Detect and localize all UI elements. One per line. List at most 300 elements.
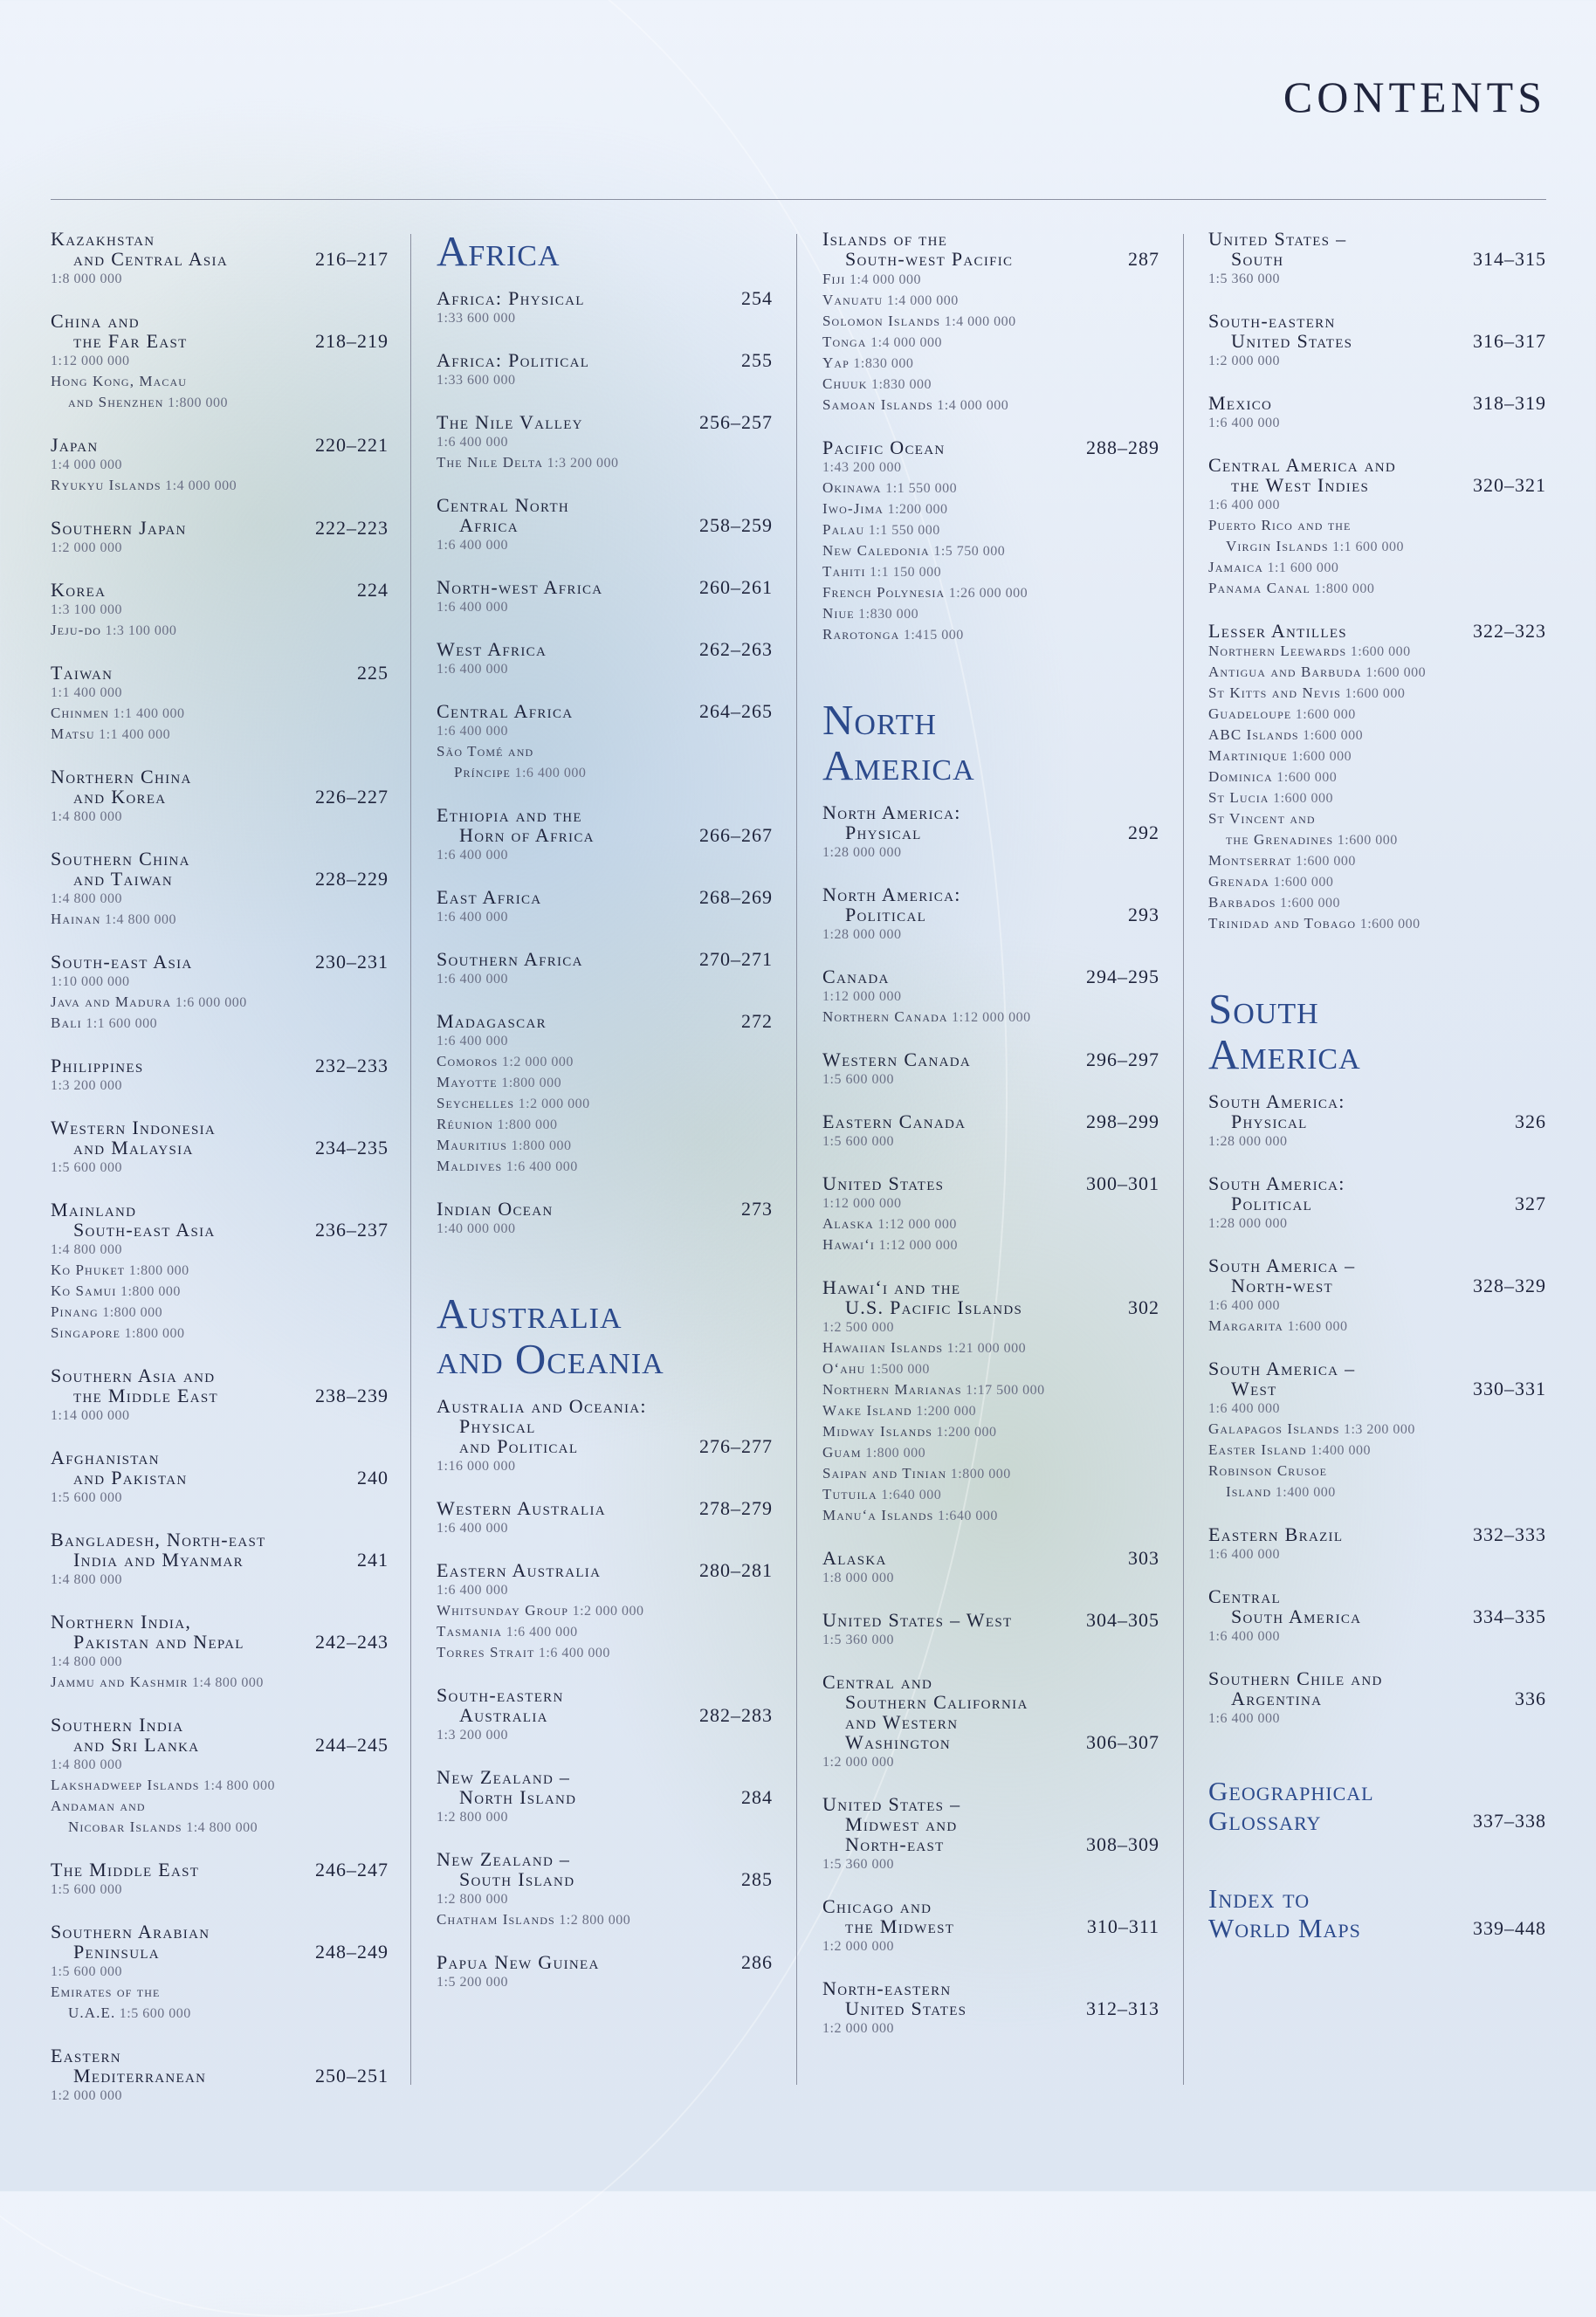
map-title-line: Hawai‘i and the [822,1276,961,1298]
inset-name: São Tomé and [437,743,534,760]
page-number: 270–271 [699,948,773,970]
inset-name: Chuuk [822,375,868,392]
contents-entry [437,577,773,617]
inset-name: Mayotte [437,1074,498,1090]
map-scale: 1:4 800 000 [51,1242,122,1257]
map-scale: 1:415 000 [903,628,964,643]
map-scale: 1:6 400 000 [437,1521,508,1536]
inset-line [1208,641,1546,662]
region-heading [1208,987,1546,1077]
map-scale: 1:16 000 000 [437,1459,516,1474]
map-scale: 1:1 400 000 [113,706,185,721]
map-title-line: United States [845,1997,967,2019]
map-title-line: South-eastern [1208,310,1336,332]
inset-line [822,1936,1159,1956]
inset-name: Montserrat [1208,852,1292,869]
map-title-line: Central and [822,1671,933,1693]
inset-line [822,1234,1159,1255]
map-scale: 1:4 800 000 [51,891,122,906]
contents-entry [822,1794,1159,1874]
map-scale: 1:1 550 000 [868,523,940,538]
map-scale: 1:830 000 [858,607,919,622]
page-number: 260–261 [699,576,773,598]
inset-line [437,1642,773,1663]
section-title-line: World Maps [1208,1913,1361,1943]
inset-name: Samoan Islands [822,396,933,413]
contents-entry [437,1011,773,1177]
inset-line [437,1072,773,1093]
inset-line [437,432,773,452]
inset-line [822,395,1159,416]
region-heading-line: and Oceania [437,1335,664,1383]
map-scale: 1:5 200 000 [437,1975,508,1990]
map-title-line: China and [51,310,140,332]
map-title-line: Chicago and [822,1895,932,1917]
inset-line [822,842,1159,863]
contents-entry [1208,229,1546,289]
inset-line [51,1013,389,1034]
map-scale: 1:3 200 000 [547,456,619,471]
map-scale: 1:4 800 000 [51,1572,122,1587]
contents-entry [822,437,1159,645]
map-title-line: Taiwan [51,662,114,684]
page-number: 244–245 [315,1734,389,1756]
map-title-line: Horn of Africa [459,824,595,846]
map-scale: 1:33 600 000 [437,311,516,326]
map-scale: 1:600 000 [1366,665,1427,680]
page-number: 234–235 [315,1137,389,1158]
map-title-line: and Pakistan [73,1467,188,1489]
map-scale: 1:6 400 000 [437,538,508,553]
contents-entry [1208,1884,1546,1943]
page-number: 287 [1128,248,1159,270]
map-scale: 1:600 000 [1295,854,1356,869]
inset-line [1208,1626,1546,1647]
map-scale: 1:800 000 [950,1467,1011,1482]
map-title-line: Southern Chile and [1208,1667,1383,1689]
map-title-line: and Malaysia [73,1137,194,1158]
inset-line [437,845,773,865]
page-number: 316–317 [1473,330,1546,352]
map-scale: 1:40 000 000 [437,1221,516,1236]
inset-line [51,2086,389,2106]
map-title-line: Ethiopia and the [437,804,582,826]
map-scale: 1:6 400 000 [1208,498,1280,512]
inset-line [822,457,1159,478]
map-title-line: Africa: Physical [437,287,585,309]
inset-line [822,540,1159,561]
page-number: 306–307 [1086,1731,1159,1753]
map-title-line: United States – West [822,1609,1013,1631]
map-title-line: North America: [822,883,961,905]
contents-entry [822,966,1159,1028]
page-number: 334–335 [1473,1605,1546,1627]
inset-name: Saipan and Tinian [822,1465,947,1482]
inset-name: Galapagos Islands [1208,1420,1340,1437]
page-number: 330–331 [1473,1378,1546,1399]
map-scale: 1:1 400 000 [51,685,122,700]
contents-entry [1208,1091,1546,1152]
inset-line [437,1518,773,1538]
inset-line [51,1982,389,2003]
map-scale: 1:2 000 000 [572,1604,644,1619]
page-number: 332–333 [1473,1523,1546,1545]
inset-name: Matsu [51,725,95,742]
map-title-line: and Central Asia [73,248,228,270]
inset-line [822,374,1159,395]
map-scale: 1:6 400 000 [437,1034,508,1048]
inset-line [437,1135,773,1156]
inset-line [1208,850,1546,871]
inset-line [1208,892,1546,913]
inset-line [51,600,389,620]
contents-entry [437,1396,773,1476]
map-scale: 1:600 000 [1291,749,1352,764]
inset-line [822,269,1159,290]
inset-name: Jamaica [1208,559,1263,575]
page-number: 238–239 [315,1385,389,1406]
map-scale: 1:6 400 000 [437,662,508,677]
inset-name: Martinique [1208,747,1288,764]
region-heading-line: America [1208,1030,1361,1078]
contents-entry [437,639,773,679]
map-title-line: South America: [1208,1172,1345,1194]
inset-name: St Lucia [1208,789,1269,806]
page-number: 264–265 [699,700,773,722]
page-number: 339–448 [1473,1917,1546,1939]
map-scale: 1:4 000 000 [944,314,1016,329]
page-number: 286 [741,1951,773,1973]
contents-entry [822,1277,1159,1526]
map-scale: 1:500 000 [869,1362,930,1377]
inset-line [51,807,389,827]
page-number: 225 [357,662,389,684]
map-scale: 1:400 000 [1275,1485,1336,1500]
page-number: 222–223 [315,517,389,539]
inset-line [1208,1214,1546,1234]
map-scale: 1:6 400 000 [437,848,508,863]
map-title-line: Africa [459,514,519,536]
inset-line [822,1337,1159,1358]
map-scale: 1:800 000 [865,1446,926,1461]
contents-entry [1208,1255,1546,1337]
contents-entry [437,701,773,783]
map-title-line: South [1231,248,1284,270]
map-scale: 1:1 400 000 [99,727,171,742]
map-title-line: Northern India, [51,1611,192,1633]
inset-line [437,659,773,679]
header-rule [51,199,1546,200]
inset-name: Dominica [1208,768,1273,785]
map-title-line: the Middle East [73,1385,218,1406]
page-title: CONTENTS [1283,72,1546,121]
inset-line [1208,1419,1546,1440]
inset-name: Okinawa [822,479,882,496]
inset-line [822,1400,1159,1421]
inset-name: New Caledonia [822,542,930,559]
inset-line [1208,1461,1546,1482]
inset-line [51,1962,389,1982]
contents-entry [437,1560,773,1663]
inset-line [51,269,389,289]
inset-line [437,535,773,555]
inset-line [437,1909,773,1930]
inset-line [51,1755,389,1775]
map-title-line: Islands of the [822,228,948,250]
inset-line [822,925,1159,945]
inset-line [822,1193,1159,1214]
map-scale: 1:2 000 000 [51,2088,122,2103]
map-scale: 1:6 400 000 [506,1159,578,1174]
map-title-line: Afghanistan [51,1447,160,1468]
inset-line [1208,683,1546,704]
page-number: 230–231 [315,951,389,973]
map-title-line: Australia [459,1704,548,1726]
inset-line [51,392,389,413]
inset-name: Hong Kong, Macau [51,373,188,389]
contents-entry [51,435,389,496]
map-scale: 1:200 000 [887,502,948,517]
inset-name: Lakshadweep Islands [51,1777,200,1793]
map-scale: 1:12 000 000 [877,1217,957,1232]
map-scale: 1:800 000 [511,1138,572,1153]
map-title-line: Southern Africa [437,948,583,970]
page-number: 300–301 [1086,1172,1159,1194]
region-heading [822,698,1159,788]
map-title-line: Southern Japan [51,517,187,539]
inset-line [437,597,773,617]
inset-name: Grenada [1208,873,1269,890]
contents-entry [437,288,773,328]
inset-line [1208,704,1546,725]
contents-entry [437,412,773,473]
inset-line [1208,1316,1546,1337]
inset-line [51,475,389,496]
inset-name: Robinson Crusoe [1208,1462,1328,1479]
inset-line [437,308,773,328]
inset-name: Palau [822,521,865,538]
contents-entry [51,1922,389,2024]
inset-line [1208,536,1546,557]
contents-entry [1208,1358,1546,1502]
map-scale: 1:600 000 [1359,917,1421,932]
inset-name: Tonga [822,333,867,350]
inset-name: Margarita [1208,1317,1284,1334]
map-scale: 1:600 000 [1345,686,1406,701]
page-number: 314–315 [1473,248,1546,270]
inset-line [51,972,389,992]
map-scale: 1:3 200 000 [1343,1422,1415,1437]
inset-line [822,519,1159,540]
map-title-line: Southern California [845,1691,1028,1713]
map-scale: 1:12 000 000 [51,354,130,368]
map-scale: 1:600 000 [1303,728,1364,743]
region-heading-line: Africa [437,227,561,275]
inset-line [51,2003,389,2024]
map-title-line: Political [1231,1193,1313,1214]
map-scale: 1:4 800 000 [191,1675,264,1690]
map-title-line: Bangladesh, North-east [51,1529,266,1550]
map-scale: 1:4 800 000 [51,1654,122,1669]
map-scale: 1:5 600 000 [51,1160,122,1175]
contents-entry [51,580,389,641]
map-title-line: Western Canada [822,1048,971,1070]
page-number: 254 [741,287,773,309]
column-divider [1183,234,1184,2085]
page-number: 280–281 [699,1559,773,1581]
inset-line [437,1725,773,1745]
inset-name: French Polynesia [822,584,946,601]
map-scale: 1:28 000 000 [1208,1216,1288,1231]
page-number: 258–259 [699,514,773,536]
map-title-line: North-west Africa [437,576,603,598]
contents-entry [437,1952,773,1992]
map-title-line: Eastern Brazil [1208,1523,1344,1545]
map-scale: 1:5 600 000 [119,2006,191,2021]
contents-entry [437,887,773,927]
map-scale: 1:6 000 000 [175,995,247,1010]
inset-name: Yap [822,354,850,371]
contents-entry [822,1173,1159,1255]
map-scale: 1:2 000 000 [518,1097,590,1111]
map-title-line: Central Africa [437,700,574,722]
contents-entry [437,495,773,555]
column-divider [410,234,411,2085]
page-number: 304–305 [1086,1609,1159,1631]
inset-line [822,1214,1159,1234]
inset-line [51,683,389,703]
inset-line [437,1219,773,1239]
map-scale: 1:6 400 000 [514,766,587,780]
inset-name: Singapore [51,1324,121,1341]
map-title-line: South Island [459,1868,575,1890]
contents-entry [822,1896,1159,1956]
map-scale: 1:12 000 000 [878,1238,958,1253]
inset-line [51,1652,389,1672]
contents-entry [51,1117,389,1178]
map-title-line: Southern Arabian [51,1921,210,1942]
inset-line [1208,808,1546,829]
map-title-line: Papua New Guinea [437,1951,600,1973]
map-scale: 1:4 800 000 [105,912,176,927]
map-title-line: Physical [1231,1110,1308,1132]
map-scale: 1:4 000 000 [937,398,1009,413]
inset-name: Rarotonga [822,626,900,643]
map-title-line: Central America and [1208,454,1397,476]
map-title-line: New Zealand – [437,1848,571,1870]
inset-name: St Kitts and Nevis [1208,684,1341,701]
inset-name: Réunion [437,1116,494,1132]
inset-name: Ryukyu Islands [51,477,162,493]
inset-line [51,455,389,475]
inset-line [51,1880,389,1900]
inset-line [51,1570,389,1590]
inset-name: Ko Phuket [51,1262,126,1278]
inset-line [822,478,1159,498]
map-title-line: West Africa [437,638,547,660]
contents-entry [1208,621,1546,934]
inset-line [1208,1709,1546,1729]
inset-line [822,1421,1159,1442]
contents-entry [437,949,773,989]
map-scale: 1:6 400 000 [538,1646,610,1660]
section-title-line: Glossary [1208,1805,1322,1836]
inset-name: Maldives [437,1158,503,1174]
inset-name: Panama Canal [1208,580,1311,596]
inset-line [822,1505,1159,1526]
inset-line [822,1854,1159,1874]
page-number: 224 [357,579,389,601]
page-number: 220–221 [315,434,389,456]
map-scale: 1:6 400 000 [1208,1401,1280,1416]
map-title-line: Korea [51,579,107,601]
inset-line [437,1600,773,1621]
map-scale: 1:800 000 [497,1117,558,1132]
contents-entry [51,952,389,1034]
inset-line [437,721,773,741]
map-title-line: Physical [845,822,922,843]
map-scale: 1:2 500 000 [822,1320,894,1335]
inset-line [437,1114,773,1135]
map-scale: 1:6 400 000 [506,1625,578,1640]
contents-entry [437,1767,773,1827]
inset-name: Trinidad and Tobago [1208,915,1357,932]
inset-name: Vanuatu [822,292,884,308]
inset-line [437,1621,773,1642]
map-scale: 1:2 000 000 [1208,354,1280,368]
inset-line [822,1317,1159,1337]
page-number: 285 [741,1868,773,1890]
map-title-line: North-west [1231,1275,1333,1296]
inset-line [437,762,773,783]
map-scale: 1:5 600 000 [51,1882,122,1897]
inset-line [51,1796,389,1817]
map-scale: 1:2 800 000 [559,1913,631,1928]
contents-entry [51,2045,389,2106]
inset-line [822,987,1159,1007]
map-scale: 1:5 360 000 [822,1633,894,1647]
contents-entry [822,1610,1159,1650]
map-title-line: Kazakhstan [51,228,155,250]
inset-name: Manu‘a Islands [822,1507,934,1523]
inset-name: St Vincent and [1208,810,1316,827]
inset-line [822,1007,1159,1028]
inset-line [1208,829,1546,850]
map-scale: 1:3 200 000 [437,1728,508,1743]
map-title-line: Central [1208,1585,1281,1607]
map-scale: 1:5 600 000 [822,1072,894,1087]
map-title-line: India and Myanmar [73,1549,244,1571]
inset-name: Jammu and Kashmir [51,1674,189,1690]
inset-name: Island [1226,1483,1272,1500]
map-title-line: East Africa [437,886,542,908]
page-number: 240 [357,1467,389,1489]
inset-name: Puerto Rico and the [1208,517,1352,533]
inset-line [822,603,1159,624]
map-scale: 1:17 500 000 [966,1383,1045,1398]
map-title-line: and Western [845,1711,959,1733]
map-scale: 1:8 000 000 [51,272,122,286]
region-heading [437,229,773,274]
page-number: 322–323 [1473,620,1546,642]
map-title-line: the Midwest [845,1915,955,1937]
inset-name: Seychelles [437,1095,515,1111]
contents-entry [51,1200,389,1344]
page-number: 302 [1128,1296,1159,1318]
map-scale: 1:2 000 000 [822,1939,894,1954]
page-number: 278–279 [699,1497,773,1519]
inset-line [51,1323,389,1344]
